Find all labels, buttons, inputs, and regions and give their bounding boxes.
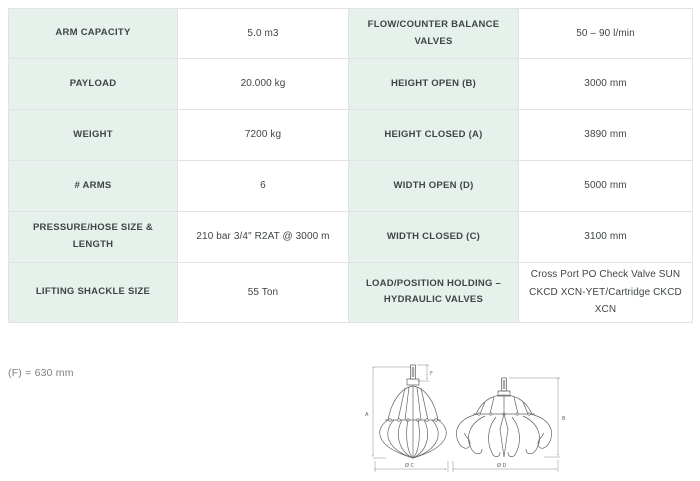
spec-label-cell: FLOW/COUNTER BALANCE VALVES xyxy=(349,9,519,59)
open-grab-view xyxy=(453,378,566,472)
dim-label-c: Ø C xyxy=(405,463,415,469)
dim-label-b: B xyxy=(562,416,566,422)
spec-value-cell: 3000 mm xyxy=(519,59,693,110)
grab-dimension-diagram xyxy=(358,361,574,477)
table-row xyxy=(9,59,693,110)
spec-value-cell: 6 xyxy=(178,161,349,212)
spec-label-cell: WIDTH CLOSED (C) xyxy=(349,212,519,263)
spec-table xyxy=(8,8,693,323)
spec-value-cell: 3100 mm xyxy=(519,212,693,263)
closed-grab-view xyxy=(365,365,448,472)
spec-label-cell: ARM CAPACITY xyxy=(9,9,178,59)
dim-label-d: Ø D xyxy=(497,463,507,469)
table-row xyxy=(9,263,693,323)
spec-label-cell: # ARMS xyxy=(9,161,178,212)
spec-value-cell: 5.0 m3 xyxy=(178,9,349,59)
spec-value-cell: 3890 mm xyxy=(519,110,693,161)
spec-value-cell: 5000 mm xyxy=(519,161,693,212)
spec-value-cell: 55 Ton xyxy=(178,263,349,323)
spec-label-cell: LOAD/POSITION HOLDING – HYDRAULIC VALVES xyxy=(349,263,519,323)
spec-value-cell: 7200 kg xyxy=(178,110,349,161)
dimension-footnote: (F) = 630 mm xyxy=(8,367,74,379)
table-row xyxy=(9,9,693,59)
spec-value-cell: 20.000 kg xyxy=(178,59,349,110)
spec-label-cell: PRESSURE/HOSE SIZE & LENGTH xyxy=(9,212,178,263)
table-row xyxy=(9,161,693,212)
spec-value-cell: 210 bar 3/4" R2AT @ 3000 m xyxy=(178,212,349,263)
table-row xyxy=(9,212,693,263)
dim-label-a: A xyxy=(365,412,369,418)
spec-value-cell: Cross Port PO Check Valve SUN CKCD XCN-YET/Cartridge CKCD XCN xyxy=(519,263,693,323)
spec-label-cell: PAYLOAD xyxy=(9,59,178,110)
spec-value-cell: 50 – 90 l/min xyxy=(519,9,693,59)
spec-label-cell: HEIGHT CLOSED (A) xyxy=(349,110,519,161)
table-row xyxy=(9,110,693,161)
spec-label-cell: WIDTH OPEN (D) xyxy=(349,161,519,212)
spec-label-cell: WEIGHT xyxy=(9,110,178,161)
spec-label-cell: HEIGHT OPEN (B) xyxy=(349,59,519,110)
dim-label-f: F xyxy=(430,371,433,377)
spec-label-cell: LIFTING SHACKLE SIZE xyxy=(9,263,178,323)
